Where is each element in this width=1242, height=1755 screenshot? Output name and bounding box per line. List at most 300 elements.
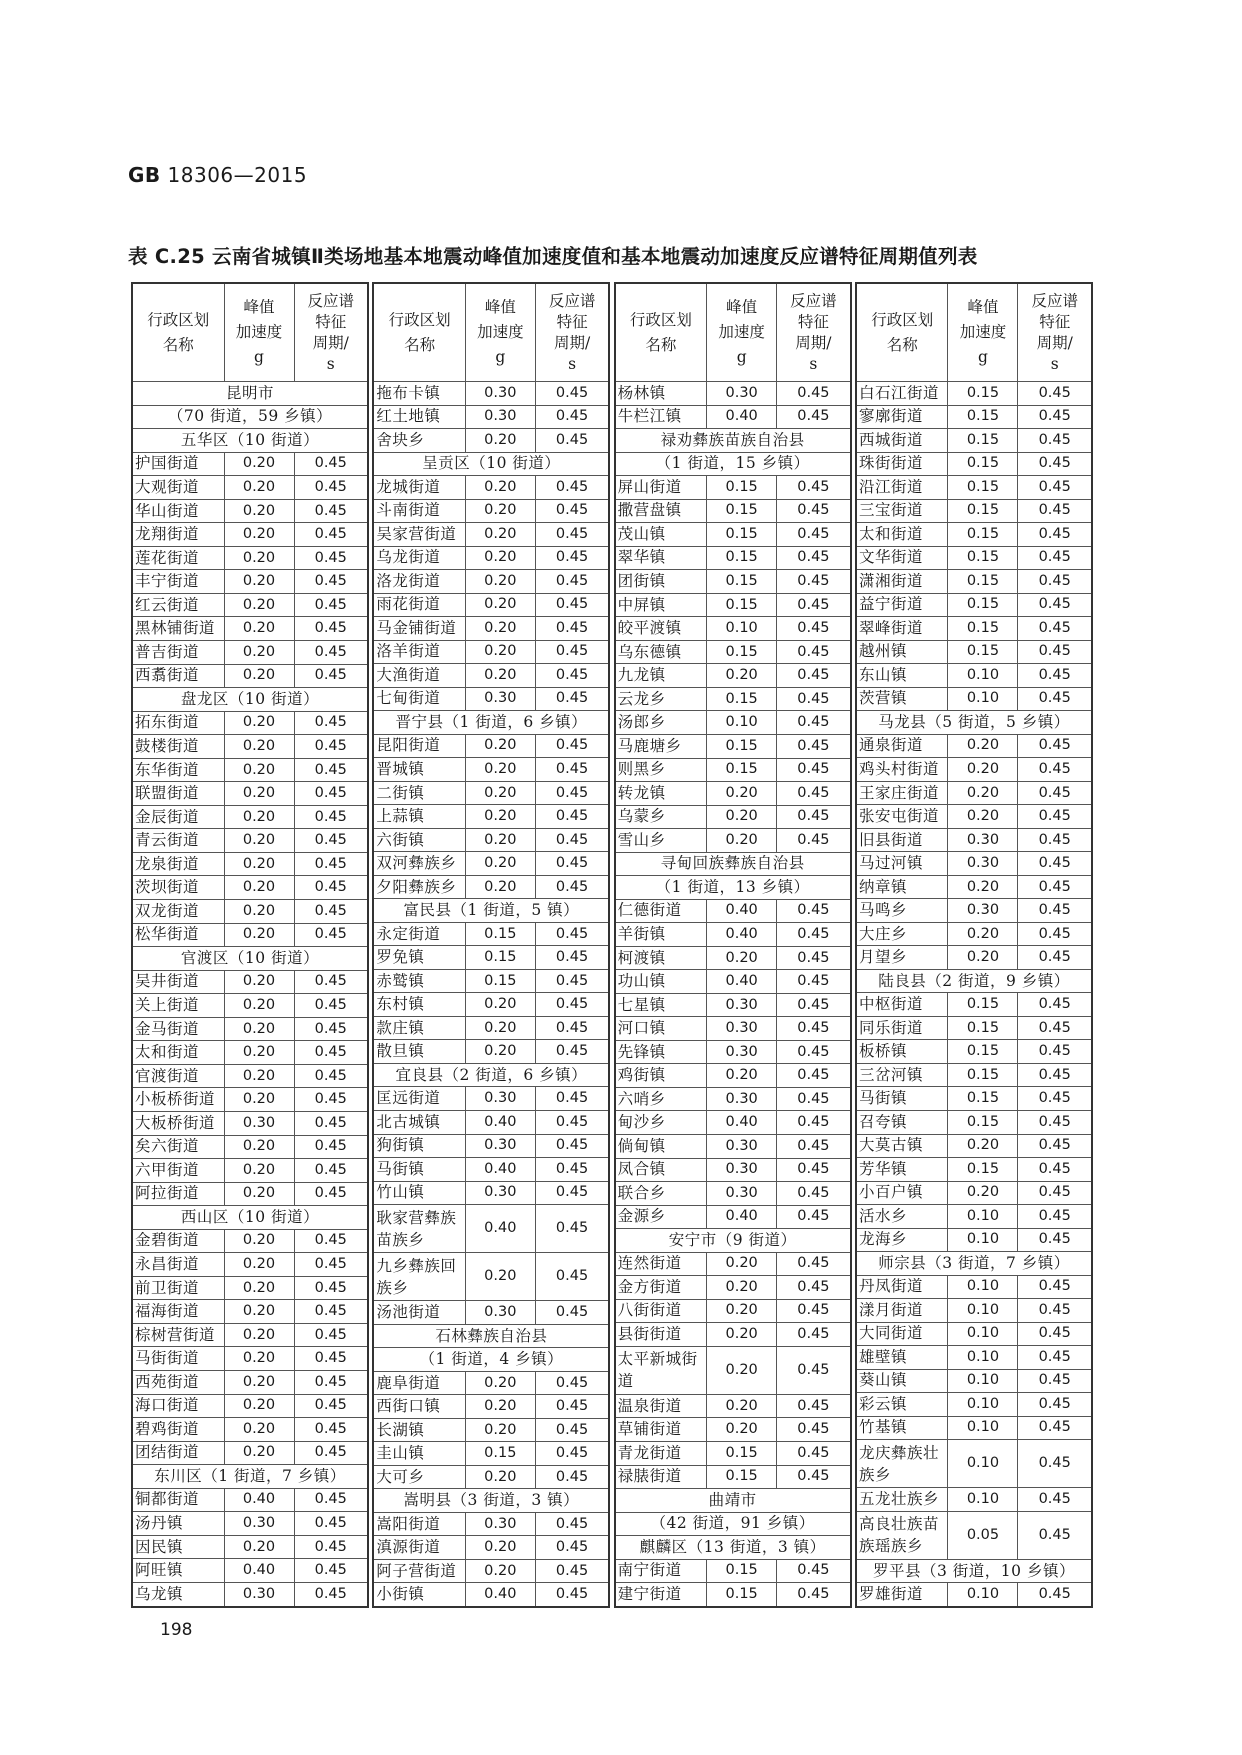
region-name: 翠峰街道 [856, 617, 948, 641]
header-period [294, 283, 368, 382]
region-name: 大观街道 [132, 476, 224, 500]
region-name: 五龙壮族乡 [856, 1488, 948, 1512]
region-name: 寥廓街道 [856, 405, 948, 429]
header-period-line: s [809, 354, 818, 373]
period-value: 0.45 [1018, 664, 1092, 688]
period-value: 0.45 [777, 899, 851, 923]
period-value: 0.45 [535, 1181, 609, 1205]
table-row [615, 1441, 851, 1465]
pga-value: 0.15 [465, 969, 535, 993]
region-name: 先锋镇 [615, 1040, 707, 1064]
group-row [132, 688, 368, 712]
region-name: 西城街道 [856, 429, 948, 453]
region-name: 南宁街道 [615, 1559, 707, 1583]
period-value: 0.45 [777, 711, 851, 735]
region-name: 联盟街道 [132, 782, 224, 806]
pga-value: 0.20 [707, 1064, 777, 1088]
group-heading: 麒麟区（13 街道，3 镇） [615, 1536, 851, 1560]
header-period-line: 反应谱 [790, 291, 837, 310]
table-row [132, 782, 368, 806]
pga-value: 0.15 [707, 734, 777, 758]
period-value: 0.45 [1018, 1488, 1092, 1512]
region-name: 前卫街道 [132, 1276, 224, 1300]
table-row [856, 899, 1092, 923]
region-name: 仁德街道 [615, 899, 707, 923]
header-name-line: 名称 [886, 335, 918, 354]
document-code [128, 163, 307, 187]
table-row [615, 758, 851, 782]
group-heading: 师宗县（3 街道，7 乡镇） [856, 1252, 1092, 1276]
table-row [615, 1583, 851, 1607]
region-name: 双龙街道 [132, 900, 224, 924]
region-name: 葵山镇 [856, 1369, 948, 1393]
table-row [856, 452, 1092, 476]
region-name: 矣六街道 [132, 1135, 224, 1159]
region-name: 福海街道 [132, 1300, 224, 1324]
region-name: 阿拉街道 [132, 1182, 224, 1206]
region-name: 嵩阳街道 [373, 1512, 465, 1536]
region-name: 大板桥街道 [132, 1111, 224, 1135]
document-code-prefix: GB [128, 163, 161, 187]
region-name: 官渡街道 [132, 1064, 224, 1088]
region-name: 西街口镇 [373, 1395, 465, 1419]
pga-value: 0.15 [707, 1465, 777, 1489]
table-row [615, 617, 851, 641]
table-column-3 [614, 282, 852, 1608]
period-value: 0.45 [535, 617, 609, 641]
table-row [132, 593, 368, 617]
header-pga [707, 283, 777, 382]
pga-value: 0.30 [224, 1111, 294, 1135]
region-name: 马鹿塘乡 [615, 734, 707, 758]
pga-value: 0.20 [224, 1347, 294, 1371]
table-row [856, 405, 1092, 429]
region-name: 召夸镇 [856, 1110, 948, 1134]
region-name: 竹山镇 [373, 1181, 465, 1205]
period-value: 0.45 [1018, 499, 1092, 523]
pga-value: 0.30 [948, 852, 1018, 876]
period-value: 0.45 [777, 405, 851, 429]
region-name: 珠街街道 [856, 452, 948, 476]
region-name: 东华街道 [132, 758, 224, 782]
region-name: 海口街道 [132, 1394, 224, 1418]
region-name: 斗南街道 [373, 499, 465, 523]
pga-value: 0.40 [465, 1583, 535, 1607]
pga-value: 0.15 [707, 570, 777, 594]
pga-value: 0.10 [948, 1488, 1018, 1512]
region-name [373, 1253, 465, 1301]
pga-value: 0.15 [948, 1158, 1018, 1182]
table-row [856, 1369, 1092, 1393]
pga-value: 0.40 [224, 1488, 294, 1512]
region-name: 六甲街道 [132, 1159, 224, 1183]
header-period-line: 反应谱 [307, 291, 354, 310]
region-name: 张安屯街道 [856, 805, 948, 829]
pga-value: 0.20 [224, 452, 294, 476]
region-name: 洛龙街道 [373, 570, 465, 594]
region-name: 棕树营街道 [132, 1323, 224, 1347]
header-row [132, 283, 368, 382]
region-name: 小百户镇 [856, 1181, 948, 1205]
period-value: 0.45 [777, 593, 851, 617]
pga-value: 0.20 [465, 1253, 535, 1301]
region-name [856, 1511, 948, 1559]
region-name: 款庄镇 [373, 1016, 465, 1040]
pga-value: 0.20 [224, 523, 294, 547]
table-row [615, 687, 851, 711]
region-name: 吴家营街道 [373, 523, 465, 547]
pga-value: 0.15 [948, 593, 1018, 617]
period-value: 0.45 [1018, 1205, 1092, 1229]
region-name: 屏山街道 [615, 476, 707, 500]
table-row [856, 499, 1092, 523]
pga-value: 0.20 [948, 922, 1018, 946]
period-value: 0.45 [535, 1205, 609, 1253]
region-name-line: 族乡 [376, 1278, 409, 1297]
pga-value: 0.40 [707, 970, 777, 994]
period-value: 0.45 [777, 1346, 851, 1394]
region-name: 洛羊街道 [373, 640, 465, 664]
table-row [615, 1158, 851, 1182]
table-row [132, 876, 368, 900]
region-name: 西苑街道 [132, 1370, 224, 1394]
region-name: 翠华镇 [615, 546, 707, 570]
pga-value: 0.10 [948, 1583, 1018, 1607]
pga-value: 0.10 [948, 1299, 1018, 1323]
pga-value: 0.20 [465, 664, 535, 688]
region-name: 吴井街道 [132, 970, 224, 994]
period-value: 0.45 [535, 1134, 609, 1158]
period-value: 0.45 [535, 405, 609, 429]
header-name [615, 283, 707, 382]
table-row [373, 593, 609, 617]
table-row [615, 640, 851, 664]
table-row [615, 1040, 851, 1064]
pga-value: 0.20 [224, 1088, 294, 1112]
period-value: 0.45 [535, 805, 609, 829]
table-row [373, 875, 609, 899]
pga-value: 0.20 [465, 1016, 535, 1040]
table-row [373, 946, 609, 970]
table-row [856, 1181, 1092, 1205]
period-value: 0.45 [1018, 1583, 1092, 1607]
pga-value: 0.20 [707, 1394, 777, 1418]
period-value: 0.45 [777, 382, 851, 406]
region-name: 通泉街道 [856, 734, 948, 758]
pga-value: 0.30 [224, 1582, 294, 1607]
pga-value: 0.20 [465, 852, 535, 876]
pga-value: 0.15 [948, 617, 1018, 641]
period-value: 0.45 [535, 1512, 609, 1536]
table-row [132, 758, 368, 782]
table-row [615, 899, 851, 923]
pga-value: 0.20 [224, 593, 294, 617]
region-name: 护国街道 [132, 452, 224, 476]
table-row [856, 1158, 1092, 1182]
pga-value: 0.30 [707, 1135, 777, 1159]
pga-value: 0.15 [948, 382, 1018, 406]
group-row [856, 1252, 1092, 1276]
pga-value: 0.15 [948, 640, 1018, 664]
header-name-line: 名称 [404, 335, 436, 354]
period-value: 0.45 [1018, 1181, 1092, 1205]
table-row [856, 1134, 1092, 1158]
group-heading: 呈贡区（10 街道） [373, 452, 609, 476]
table-row [373, 1181, 609, 1205]
pga-value: 0.40 [707, 1111, 777, 1135]
table-row [373, 1371, 609, 1395]
pga-value: 0.20 [465, 1465, 535, 1489]
region-name: 金方街道 [615, 1276, 707, 1300]
period-value: 0.45 [777, 499, 851, 523]
pga-value: 0.40 [707, 1205, 777, 1229]
header-period [777, 283, 851, 382]
table-row [856, 1087, 1092, 1111]
table-row [856, 1063, 1092, 1087]
region-name: 撒营盘镇 [615, 499, 707, 523]
header-period-line: 周期/ [312, 333, 349, 352]
table-row [615, 1135, 851, 1159]
period-value: 0.45 [294, 664, 368, 688]
table-row [373, 1158, 609, 1182]
region-name: 鼓楼街道 [132, 735, 224, 759]
period-value: 0.45 [535, 969, 609, 993]
pga-value: 0.20 [707, 1323, 777, 1347]
period-value: 0.45 [294, 1300, 368, 1324]
pga-value: 0.30 [465, 1512, 535, 1536]
region-name: 乌东德镇 [615, 640, 707, 664]
period-value: 0.45 [535, 640, 609, 664]
group-row [373, 1324, 609, 1348]
pga-value: 0.20 [707, 805, 777, 829]
pga-value: 0.20 [465, 1371, 535, 1395]
period-value: 0.45 [535, 1158, 609, 1182]
pga-value: 0.20 [224, 1041, 294, 1065]
table-row [615, 970, 851, 994]
period-value: 0.45 [1018, 1299, 1092, 1323]
region-name: 青龙街道 [615, 1441, 707, 1465]
header-period-line: 特征 [315, 312, 347, 331]
table-row [373, 570, 609, 594]
header-period-line: 特征 [1039, 312, 1071, 331]
region-name: 金碧街道 [132, 1229, 224, 1253]
region-name: 三岔河镇 [856, 1063, 948, 1087]
period-value: 0.45 [294, 1488, 368, 1512]
table-row [856, 1583, 1092, 1607]
region-name: 甸沙乡 [615, 1111, 707, 1135]
period-value: 0.45 [1018, 1369, 1092, 1393]
region-name: 漾月街道 [856, 1299, 948, 1323]
table-row [615, 829, 851, 853]
period-value: 0.45 [535, 1395, 609, 1419]
group-row [615, 1489, 851, 1513]
table-row [615, 405, 851, 429]
header-row [856, 283, 1092, 382]
region-name-line: 太平新城街 [617, 1350, 698, 1369]
region-name: 双河彝族乡 [373, 852, 465, 876]
region-name: 东山镇 [856, 664, 948, 688]
table-row [373, 640, 609, 664]
table-row [615, 382, 851, 406]
header-name [373, 283, 465, 382]
header-name-line: 行政区划 [629, 310, 692, 329]
table-row [132, 617, 368, 641]
region-name: 六哨乡 [615, 1087, 707, 1111]
header-pga [224, 283, 294, 382]
pga-value: 0.15 [948, 1087, 1018, 1111]
pga-value: 0.15 [707, 687, 777, 711]
header-pga-line: 峰值 [243, 298, 275, 316]
period-value: 0.45 [294, 1253, 368, 1277]
table-row [373, 1559, 609, 1583]
pga-value: 0.15 [707, 523, 777, 547]
pga-value: 0.10 [948, 1369, 1018, 1393]
pga-value: 0.15 [948, 1110, 1018, 1134]
pga-value: 0.20 [224, 664, 294, 688]
table-row [856, 1393, 1092, 1417]
period-value: 0.45 [294, 1441, 368, 1465]
table-row [856, 1110, 1092, 1134]
pga-value: 0.20 [465, 781, 535, 805]
header-row [373, 283, 609, 382]
table-row [373, 1040, 609, 1064]
region-name: 上蒜镇 [373, 805, 465, 829]
header-pga-line: g [495, 348, 506, 366]
period-value: 0.45 [1018, 852, 1092, 876]
table-row [132, 852, 368, 876]
pga-value: 0.40 [707, 405, 777, 429]
period-value: 0.45 [777, 687, 851, 711]
region-name: 晋城镇 [373, 758, 465, 782]
region-name: 大庄乡 [856, 922, 948, 946]
region-name: 圭山镇 [373, 1442, 465, 1466]
table-row [856, 593, 1092, 617]
table-row [615, 1064, 851, 1088]
table-row [856, 1346, 1092, 1370]
pga-value: 0.15 [948, 429, 1018, 453]
region-name: 丹凤街道 [856, 1275, 948, 1299]
period-value: 0.45 [294, 1135, 368, 1159]
period-value: 0.45 [777, 1158, 851, 1182]
period-value: 0.45 [294, 1582, 368, 1607]
table-row [132, 452, 368, 476]
pga-value: 0.30 [707, 1182, 777, 1206]
table-row [615, 805, 851, 829]
period-value: 0.45 [1018, 1346, 1092, 1370]
pga-value: 0.10 [948, 1416, 1018, 1440]
table-row [373, 1418, 609, 1442]
table-row [856, 852, 1092, 876]
period-value: 0.45 [777, 570, 851, 594]
region-name: 汤池街道 [373, 1301, 465, 1325]
region-name: 青云街道 [132, 829, 224, 853]
region-name: 阿旺镇 [132, 1559, 224, 1583]
region-name: 竹基镇 [856, 1416, 948, 1440]
period-value: 0.45 [535, 499, 609, 523]
pga-value: 0.20 [465, 875, 535, 899]
region-name: 红土地镇 [373, 405, 465, 429]
group-row [615, 1229, 851, 1253]
table-row [132, 1394, 368, 1418]
pga-value: 0.20 [224, 829, 294, 853]
header-name [132, 283, 224, 382]
table-row [132, 1159, 368, 1183]
period-value: 0.45 [1018, 922, 1092, 946]
period-value: 0.45 [777, 1583, 851, 1607]
pga-value: 0.20 [224, 1300, 294, 1324]
table-row [132, 1488, 368, 1512]
table-row [132, 1370, 368, 1394]
table-row [373, 429, 609, 453]
pga-value: 0.10 [948, 1322, 1018, 1346]
period-value: 0.45 [535, 1442, 609, 1466]
region-name: 纳章镇 [856, 875, 948, 899]
pga-value: 0.15 [707, 476, 777, 500]
pga-value: 0.20 [465, 640, 535, 664]
table-row [373, 1134, 609, 1158]
table-row [856, 734, 1092, 758]
header-period-line: s [1050, 354, 1059, 373]
pga-value: 0.20 [224, 1418, 294, 1442]
period-value: 0.45 [777, 993, 851, 1017]
pga-value: 0.10 [948, 1275, 1018, 1299]
group-heading: 嵩明县（3 街道，3 镇） [373, 1489, 609, 1513]
region-name: 红云街道 [132, 593, 224, 617]
table-row [373, 1110, 609, 1134]
pga-value: 0.10 [948, 1440, 1018, 1488]
period-value: 0.45 [535, 476, 609, 500]
pga-value: 0.15 [948, 476, 1018, 500]
period-value: 0.45 [1018, 546, 1092, 570]
region-name: 太和街道 [132, 1041, 224, 1065]
pga-value: 0.20 [224, 617, 294, 641]
group-row [615, 876, 851, 900]
period-value: 0.45 [777, 782, 851, 806]
table-row [132, 1582, 368, 1607]
group-row [856, 969, 1092, 993]
table-row [856, 946, 1092, 970]
table-row [132, 1276, 368, 1300]
table-row [615, 1017, 851, 1041]
period-value: 0.45 [1018, 1322, 1092, 1346]
region-name: 鹿阜街道 [373, 1371, 465, 1395]
table-row [132, 1418, 368, 1442]
region-name: 大渔街道 [373, 664, 465, 688]
period-value: 0.45 [535, 523, 609, 547]
table-row [856, 617, 1092, 641]
group-row [373, 711, 609, 735]
table-row [856, 687, 1092, 711]
header-name-line: 名称 [645, 335, 677, 354]
pga-value: 0.10 [948, 1228, 1018, 1252]
region-name: 罗免镇 [373, 946, 465, 970]
table-row [856, 429, 1092, 453]
period-value: 0.45 [535, 546, 609, 570]
table-row [373, 781, 609, 805]
table-row [615, 1418, 851, 1442]
table-row [615, 499, 851, 523]
pga-value: 0.30 [707, 1040, 777, 1064]
period-value: 0.45 [535, 593, 609, 617]
pga-value: 0.10 [948, 1346, 1018, 1370]
pga-value: 0.15 [948, 405, 1018, 429]
period-value: 0.45 [777, 1559, 851, 1583]
period-value: 0.45 [1018, 758, 1092, 782]
region-name: 拖布卡镇 [373, 382, 465, 406]
pga-value: 0.30 [707, 1087, 777, 1111]
table-row [373, 476, 609, 500]
table-row [856, 476, 1092, 500]
